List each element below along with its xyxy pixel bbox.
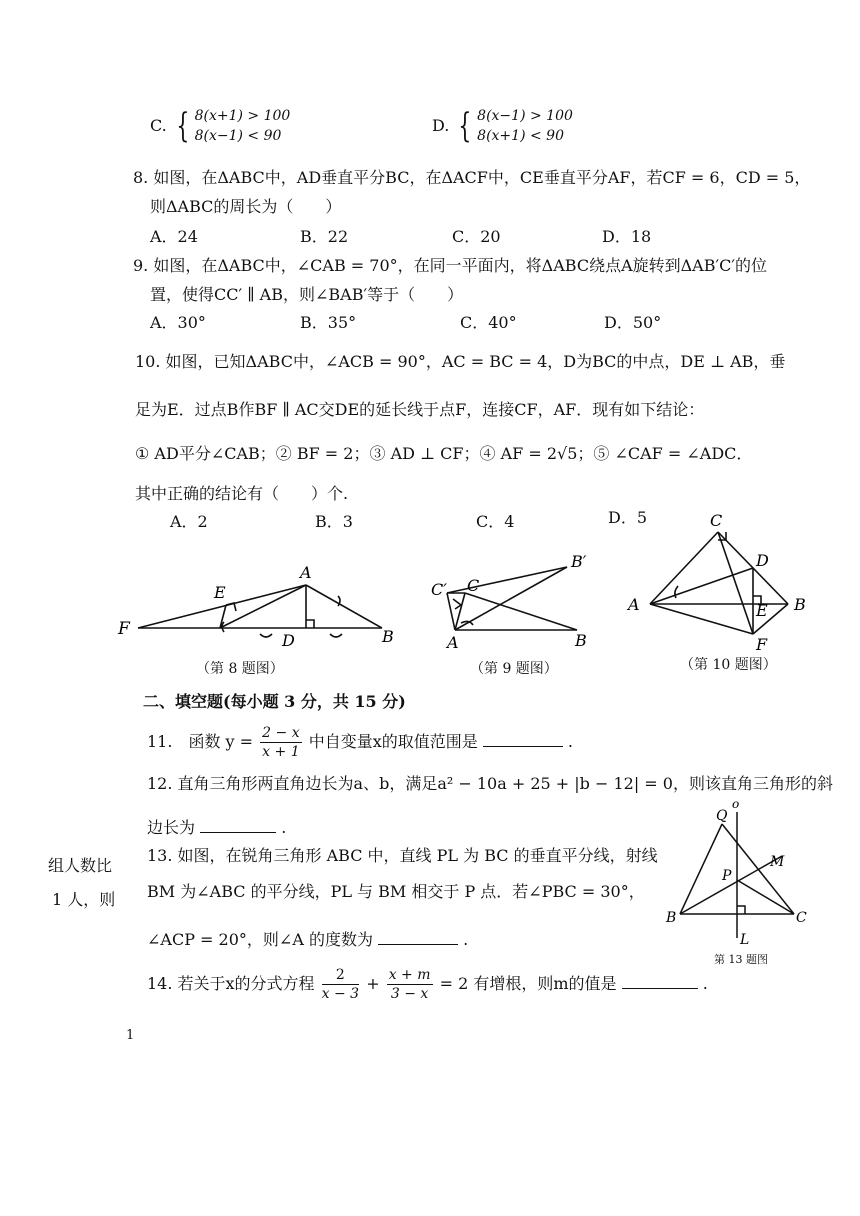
q10-stem-line1: 10. 如图，已知ΔABC中，∠ACB = 90°，AC = BC = 4，D为BC的中点，DE ⊥ AB，垂 — [135, 352, 786, 371]
q8-label-a: A — [300, 563, 312, 582]
q12-end: . — [281, 818, 287, 837]
q13-figure — [660, 800, 820, 950]
q14-prefix: 14. 若关于x的分式方程 — [147, 974, 315, 993]
q14 — [147, 962, 708, 1006]
margin-text-line1: 组人数比 — [48, 856, 113, 875]
q11-end: . — [567, 732, 574, 751]
q13-label-a: Q — [716, 808, 728, 824]
q8-option-b: B．22 — [300, 227, 349, 246]
q9-label-b-prime: B′ — [571, 552, 587, 571]
q10-stem-line2: 足为E．过点B作BF ∥ AC交DE的延长线于点F，连接CF，AF．现有如下结论： — [135, 400, 705, 419]
q8-tick-mark — [260, 634, 272, 637]
q14-fraction-1 — [322, 966, 359, 1003]
q8-right-angle-e — [226, 603, 236, 611]
q7-option-d — [432, 106, 573, 146]
q10-option-c: C．4 — [476, 512, 515, 531]
q10-label-e: E — [756, 601, 768, 620]
q8-stem-line2: 则ΔABC的周长为（ ） — [150, 197, 342, 216]
q12-answer-blank[interactable] — [200, 818, 276, 833]
q13-label-l: L — [740, 932, 750, 948]
brace-icon: { — [458, 106, 472, 146]
q10-caption: （第 10 题图） — [680, 657, 777, 673]
q9-label-b: B — [575, 631, 587, 650]
q10-stem-line4: 其中正确的结论有（ ）个. — [135, 484, 349, 503]
q8-label-b: B — [382, 627, 394, 646]
q10-figure — [620, 512, 820, 652]
q10-label-c: C — [710, 512, 723, 530]
q9-label-c: C — [467, 576, 480, 595]
q9-figure — [425, 545, 595, 650]
q9-line-cb — [465, 593, 577, 630]
q8-tick-mark — [330, 634, 342, 637]
q10-label-b: B — [794, 595, 806, 614]
q8-line-ab — [306, 585, 382, 628]
q8-line-ac — [220, 585, 306, 628]
q8-caption: （第 8 题图） — [196, 661, 284, 677]
q11-denominator: x + 1 — [262, 744, 300, 760]
section-2-heading: 二、填空题(每小题 3 分，共 15 分) — [143, 692, 406, 711]
q12-line2-text: 边长为 — [147, 818, 196, 837]
q10-label-f: F — [756, 635, 768, 652]
q8-label-e: E — [214, 583, 226, 602]
q8-option-d: D．18 — [602, 227, 652, 246]
q9-label-c-prime: C′ — [431, 580, 447, 599]
margin-text-line2: 1 人，则 — [52, 890, 116, 909]
q10-label-a: A — [628, 595, 640, 614]
q14-suffix: = 2 有增根，则m的值是 — [439, 974, 617, 993]
q13-stem-line1: 13. 如图，在锐角三角形 ABC 中，直线 PL 为 BC 的垂直平分线，射线 — [147, 846, 658, 865]
q9-line-ac-prime — [447, 593, 455, 630]
q14-plus: + — [366, 974, 380, 993]
q7-option-c — [150, 106, 290, 146]
q13-label-b: B — [666, 910, 677, 926]
q10-option-d: D．5 — [608, 508, 648, 527]
q14-answer-blank[interactable] — [622, 974, 698, 989]
q9-label-a: A — [447, 633, 459, 650]
q13-stem-line3 — [147, 930, 468, 950]
q13-answer-blank[interactable] — [378, 930, 458, 945]
q7-option-d-system — [477, 106, 573, 146]
q14-fraction-2 — [387, 966, 433, 1003]
q9-stem-line2: 置，使得CC′ ∥ AB，则∠BAB′等于（ ） — [150, 285, 464, 304]
q9-option-a: A．30° — [150, 313, 206, 332]
q9-option-b: B．35° — [300, 313, 357, 332]
q10-option-b: B．3 — [315, 512, 353, 531]
q8-label-d: D — [282, 631, 295, 650]
q13-line-bm — [680, 856, 782, 914]
q10-line-ad — [650, 568, 753, 604]
q10-conclusions: ① AD平分∠CAB；② BF = 2；③ AD ⊥ CF；④ AF = 2√5；⑤ ∠CAF = ∠ADC． — [135, 444, 753, 463]
q11-numerator: 2 − x — [262, 725, 300, 741]
q14-fraction-1-numerator: 2 — [322, 966, 359, 985]
q9-option-d: D．50° — [604, 313, 662, 332]
q7-option-c-line2: 8(x−1) < 90 — [194, 128, 282, 144]
q9-stem-line1: 9. 如图，在ΔABC中，∠CAB = 70°，在同一平面内，将ΔABC绕点A旋转到ΔAB′C′的位 — [133, 256, 767, 275]
q9-angle-mark — [453, 599, 461, 609]
q8-label-f: F — [118, 619, 130, 639]
q11-answer-blank[interactable] — [483, 732, 563, 747]
q8-option-a: A．24 — [150, 227, 198, 246]
q13-line-ba — [680, 824, 722, 914]
q8-option-c: C．20 — [452, 227, 501, 246]
q13-line3-text: ∠ACP = 20°，则∠A 的度数为 — [147, 930, 373, 949]
q13-label-m: M — [770, 854, 785, 870]
q10-line-cf — [718, 532, 753, 634]
q11 — [147, 722, 573, 762]
q10-label-d: D — [756, 551, 769, 570]
q8-tick-mark — [338, 596, 340, 606]
q8-figure — [110, 560, 410, 650]
q11-prefix: 11. 函数 y = — [147, 732, 254, 751]
q7-option-c-label: C. — [150, 116, 167, 135]
q13-end: . — [463, 930, 469, 949]
q12-stem-line2 — [147, 818, 286, 838]
q7-option-d-line2: 8(x+1) < 90 — [477, 128, 564, 144]
q11-suffix: 中自变量x的取值范围是 — [308, 732, 478, 751]
q14-fraction-2-denominator: 3 − x — [390, 986, 429, 1002]
q14-fraction-1-denominator: x − 3 — [321, 986, 360, 1002]
q12-stem-line1: 12. 直角三角形两直角边长为a、b，满足a² − 10a + 25 + |b − 12| = 0，则该直角三角形的斜 — [147, 774, 833, 793]
q14-fraction-2-numerator: x + m — [388, 967, 431, 983]
q9-option-c: C．40° — [460, 313, 517, 332]
q13-label-p: P — [722, 868, 732, 884]
q7-option-d-line1: 8(x−1) > 100 — [477, 108, 573, 124]
q14-end: . — [702, 974, 708, 993]
q10-line-ac — [650, 532, 718, 604]
q10-option-a: A．2 — [170, 512, 208, 531]
page-number: 1 — [126, 1028, 135, 1043]
q13-stem-line2: BM 为∠ABC 的平分线，PL 与 BM 相交于 P 点．若∠PBC = 30°， — [147, 882, 645, 901]
q7-option-c-system — [195, 106, 291, 146]
q13-label-c: C — [796, 910, 807, 926]
q9-line-cp-bp — [447, 567, 567, 593]
q8-right-angle-d — [306, 620, 314, 628]
brace-icon: { — [176, 106, 190, 146]
q11-fraction — [260, 724, 301, 761]
q13-caption: 第 13 题图 — [714, 953, 768, 966]
q7-option-d-label: D. — [432, 116, 450, 135]
q13-right-angle — [737, 906, 745, 914]
q13-mark-top: o — [732, 800, 740, 811]
q7-option-c-line1: 8(x+1) > 100 — [194, 108, 291, 124]
q9-caption: （第 9 题图） — [470, 661, 558, 677]
q10-line-af — [650, 604, 753, 634]
q8-stem-line1: 8. 如图，在ΔABC中，AD垂直平分BC，在ΔACF中，CE垂直平分AF，若CF = 6，CD = 5， — [133, 168, 811, 187]
q10-angle-mark — [675, 586, 678, 598]
